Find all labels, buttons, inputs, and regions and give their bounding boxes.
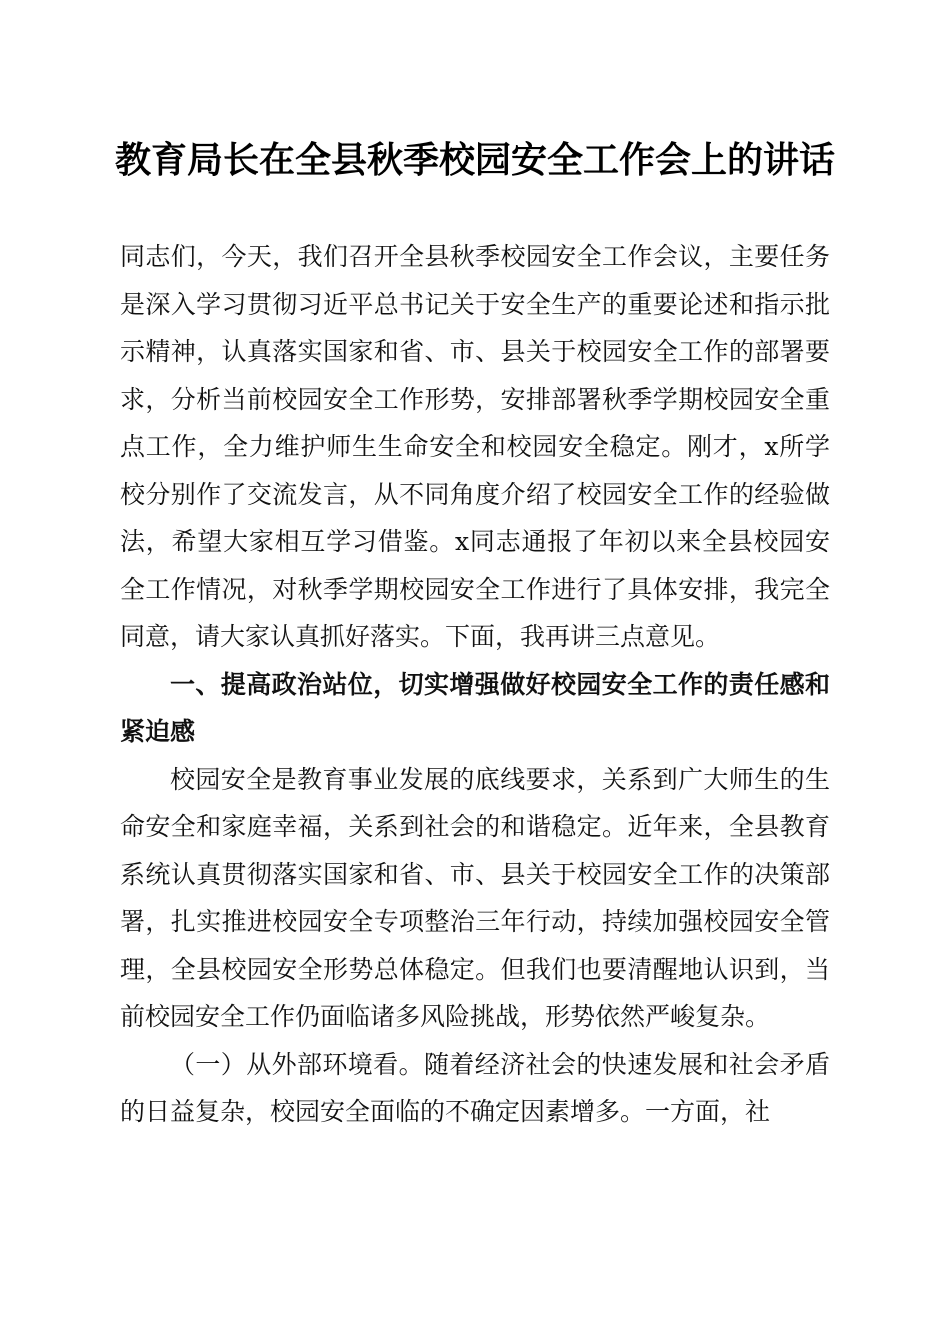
section-one-heading: 一、提高政治站位，切实增强做好校园安全工作的责任感和紧迫感 [120, 669, 830, 746]
section-one-paragraph: 校园安全是教育事业发展的底线要求，关系到广大师生的生命安全和家庭幸福，关系到社会的和谐稳定。近年来，全县教育系统认真贯彻落实国家和省、市、县关于校园安全工作的决策部署，扎实推进校园安全专项整治三年行动，持续加强校园安全管理，全县校园安全形势总体稳定。但我们也要清醒地认识到，当前校园安全工作仍面临诸多风险挑战，形势依然严峻复杂。 [120, 764, 830, 1031]
document-body [120, 233, 830, 1136]
intro-paragraph: 同志们，今天，我们召开全县秋季校园安全工作会议，主要任务是深入学习贯彻习近平总书记关于安全生产的重要论述和指示批示精神，认真落实国家和省、市、县关于校园安全工作的部署要求，分析当前校园安全工作形势，安排部署秋季学期校园安全重点工作，全力维护师生生命安全和校园安全稳定。刚才，x所学校分别作了交流发言，从不同角度介绍了校园安全工作的经验做法，希望大家相互学习借鉴。x同志通报了年初以来全县校园安全工作情况，对秋季学期校园安全工作进行了具体安排，我完全同意，请大家认真抓好落实。下面，我再讲三点意见。 [120, 242, 830, 651]
subsection-one-paragraph: （一）从外部环境看。随着经济社会的快速发展和社会矛盾的日益复杂，校园安全面临的不确定因素增多。一方面，社 [120, 1049, 830, 1126]
document-title: 教育局长在全县秋季校园安全工作会上的讲话 [114, 139, 835, 181]
